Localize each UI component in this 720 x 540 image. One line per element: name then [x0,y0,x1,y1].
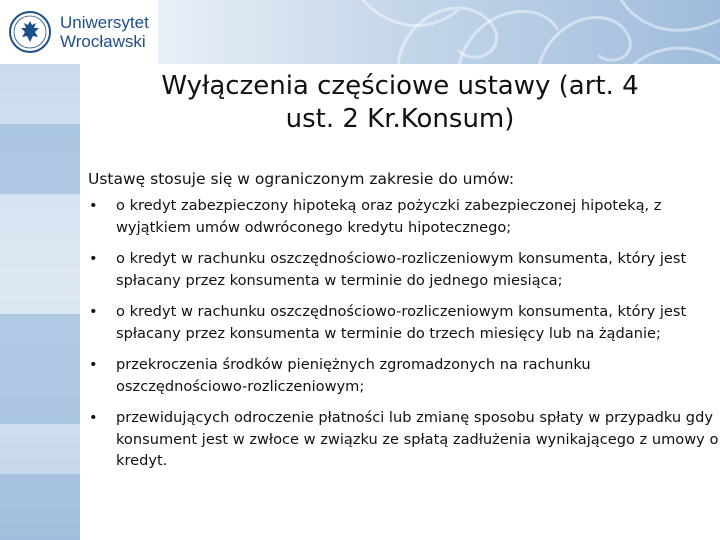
left-decorative-band [0,64,80,540]
list-item-text: o kredyt zabezpieczony hipoteką oraz pożyczki zabezpieczonej hipoteką, z wyjątkiem umów odwróconego kredytu hipotecznego; [116,197,662,236]
bullet-mark: • [89,197,98,214]
title-line-1: Wyłączenia częściowe ustawy (art. 4 [161,71,639,101]
bullet-mark: • [89,409,98,426]
bullet-mark: • [89,356,98,373]
list-item [88,248,720,291]
bullet-list [88,195,720,482]
list-item-text: o kredyt w rachunku oszczędnościowo-rozliczeniowym konsumenta, który jest spłacany przez konsumenta w terminie do jednego miesiąca; [116,250,687,289]
eagle-emblem-icon [8,10,52,54]
university-logo [8,6,156,58]
list-item [88,301,720,344]
band-block [0,314,80,424]
list-item [88,195,720,238]
band-block [0,124,80,194]
list-item-text: o kredyt w rachunku oszczędnościowo-rozliczeniowym konsumenta, który jest spłacany przez konsumenta w terminie do trzech miesięcy lub na żądanie; [116,303,687,342]
bullet-mark: • [89,303,98,320]
band-block [0,474,80,540]
logo-line-1: Uniwersytet [60,13,149,32]
slide-title [84,70,716,136]
list-item [88,407,720,472]
intro-text: Ustawę stosuje się w ograniczonym zakresie do umów: [88,170,515,188]
logo-wordmark [60,13,149,51]
logo-line-2: Wrocławski [60,32,146,51]
bullet-mark: • [89,250,98,267]
list-item-text: przewidujących odroczenie płatności lub zmianę sposobu spłaty w przypadku gdy konsument jest w zwłoce w związku ze spłatą zadłużenia wynikającego z umowy o kredyt. [116,409,719,469]
slide-content [80,64,720,540]
swirl-pattern-icon [158,0,720,64]
list-item [88,354,720,397]
header-decorative-pattern [158,0,720,64]
list-item-text: przekroczenia środków pieniężnych zgromadzonych na rachunku oszczędnościowo-rozliczeniowym; [116,356,591,395]
slide-header [0,0,720,64]
title-line-2: ust. 2 Kr.Konsum) [285,104,515,134]
